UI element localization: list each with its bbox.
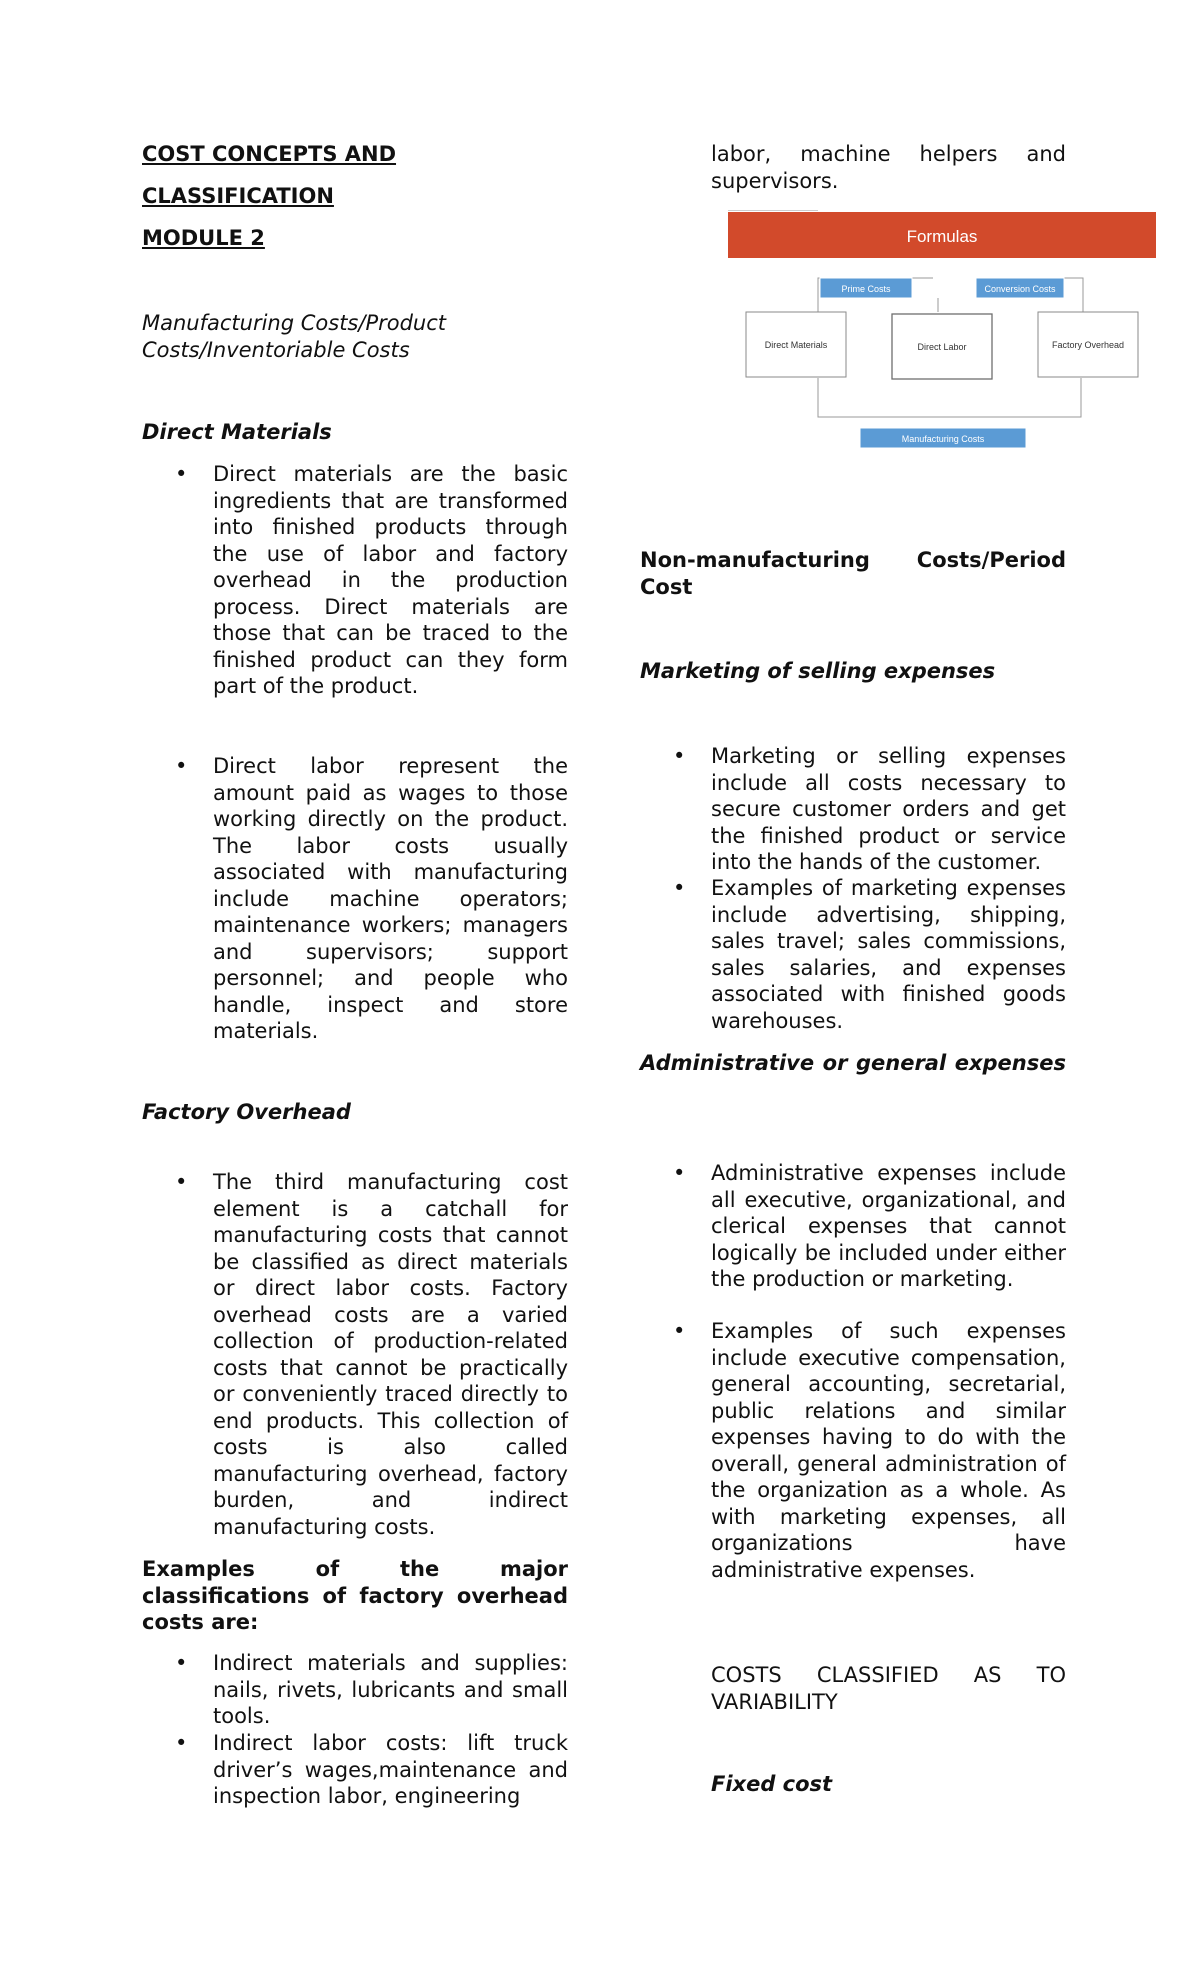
direct-materials-text: Direct materials are the basic ingredients that are transformed into finished products through the use of labor and factory overhead in the production process. Direct materials are those that can be traced to the finished product can they form part of the product. (213, 462, 568, 698)
list-item (142, 1169, 568, 1540)
bullet-icon: • (175, 754, 188, 778)
direct-labor-text: Direct labor represent the amount paid as wages to those working directly on the product. The labor costs usually associated with manufacturing include machine operators; maintenance workers; managers and supervisors; support personnel; and people who handle, inspect and store materials. (213, 754, 568, 1043)
list-item (142, 461, 568, 700)
direct-materials-heading: Direct Materials (142, 420, 332, 444)
indirect-materials-text: Indirect materials and supplies: nails, rivets, lubricants and small tools. (213, 1651, 568, 1728)
list-item (142, 1650, 568, 1730)
bullet-icon: • (175, 1651, 188, 1675)
list-item (640, 1318, 1066, 1583)
factory-overhead-heading: Factory Overhead (142, 1100, 351, 1124)
direct-labor-box-label: Direct Labor (917, 342, 967, 352)
doc-title-line2: CLASSIFICATION (142, 184, 334, 208)
examples-heading: Examples of the major classifications of factory overhead costs are: (142, 1557, 568, 1634)
list-item (640, 1160, 1066, 1293)
variability-heading: COSTS CLASSIFIED AS TO VARIABILITY (711, 1663, 1066, 1714)
admin-text-1: Administrative expenses include all executive, organizational, and clerical expenses that cannot logically be included under either the production or marketing. (711, 1161, 1066, 1291)
bullet-icon: • (673, 1319, 686, 1343)
bullet-icon: • (175, 1731, 188, 1755)
diagram-header-text: Formulas (906, 227, 978, 246)
bullet-icon: • (673, 876, 686, 900)
list-item (640, 743, 1066, 876)
bullet-icon: • (175, 1170, 188, 1194)
conversion-costs-label: Conversion Costs (984, 284, 1056, 294)
direct-materials-box-label: Direct Materials (764, 340, 828, 350)
marketing-text-2: Examples of marketing expenses include advertising, shipping, sales travel; sales commissions, sales salaries, and expenses associated with finished goods warehouses. (711, 876, 1066, 1033)
bullet-icon: • (673, 744, 686, 768)
doc-title-line1: COST CONCEPTS AND (142, 142, 397, 166)
manufacturing-costs-label: Manufacturing Costs (901, 434, 985, 444)
factory-overhead-box-label: Factory Overhead (1051, 340, 1125, 350)
indirect-labor-text: Indirect labor costs: lift truck driver’s wages,maintenance and inspection labor, engineering (213, 1731, 568, 1808)
list-item (640, 875, 1066, 1034)
list-item (142, 753, 568, 1045)
admin-text-2: Examples of such expenses include executive compensation, general accounting, secretarial, public relations and similar expenses having to do with the overall, general administration of the organization as a whole. As with marketing expenses, all organizations have administrative expenses. (711, 1319, 1066, 1582)
admin-heading: Administrative or general expenses (640, 1051, 1066, 1075)
bullet-icon: • (175, 462, 188, 486)
factory-overhead-text: The third manufacturing cost element is a catchall for manufacturing costs that cannot be classified as direct materials or direct labor costs. Factory overhead costs are a varied collection of production-related costs that cannot be practically or conveniently traced directly to end products. This collection of costs is also called manufacturing overhead, factory burden, and indirect manufacturing costs. (213, 1170, 568, 1539)
marketing-heading: Marketing of selling expenses (640, 659, 996, 683)
bullet-icon: • (673, 1161, 686, 1185)
list-item (142, 1730, 568, 1810)
marketing-text-1: Marketing or selling expenses include all costs necessary to secure customer orders and get the finished product or service into the hands of the customer. (711, 744, 1066, 874)
fixed-cost-heading: Fixed cost (711, 1772, 833, 1796)
continued-text: labor, machine helpers and supervisors. (711, 142, 1066, 193)
prime-costs-label: Prime Costs (841, 284, 891, 294)
module-label: MODULE 2 (142, 226, 265, 250)
section-subtitle: Manufacturing Costs/Product Costs/Inventoriable Costs (142, 311, 447, 362)
nonmfg-heading: Non-manufacturing Costs/Period Cost (640, 548, 1066, 599)
formulas-diagram (728, 210, 1156, 455)
